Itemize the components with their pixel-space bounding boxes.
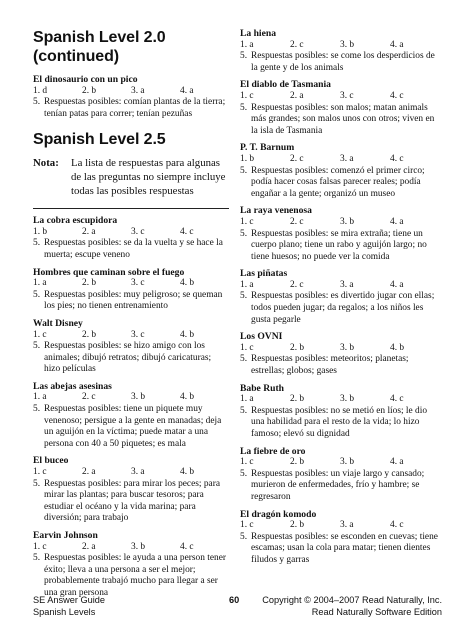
answer-item: 3. c	[131, 226, 145, 237]
answer-item: 4. b	[180, 329, 195, 340]
answer-item: 4. c	[180, 226, 194, 237]
answer-item: 4. c	[390, 394, 404, 405]
answer-item: 3. a	[131, 467, 145, 478]
page-number: 60	[229, 595, 240, 605]
story-title: La fiebre de oro	[240, 445, 306, 457]
answer-row	[33, 392, 229, 404]
answer-item: 4. a	[390, 457, 404, 468]
story-block	[240, 28, 440, 74]
answer-item: 2. c	[290, 216, 304, 227]
answer-item: 1. a	[240, 279, 254, 290]
story-block	[240, 205, 440, 263]
question-5-number: 5.	[240, 165, 248, 176]
answer-item: 4. a	[390, 279, 404, 290]
footer-edition: Read Naturally Software Edition	[311, 607, 442, 617]
answer-item: 2. c	[82, 392, 96, 403]
answer-row	[240, 520, 440, 532]
answer-item: 1. c	[240, 457, 254, 468]
answer-item: 4. a	[180, 85, 194, 96]
answer-row	[240, 394, 440, 406]
story-title: Las piñatas	[240, 268, 288, 280]
answer-item: 1. d	[33, 85, 48, 96]
answer-row	[33, 330, 229, 342]
answer-item: 1. a	[240, 39, 254, 50]
answer-item: 3. b	[340, 216, 355, 227]
answer-row	[33, 278, 229, 290]
question-5	[240, 406, 440, 441]
story-block	[33, 455, 229, 525]
story-title: P. T. Barnum	[240, 142, 295, 154]
answer-item: 1. a	[33, 392, 47, 403]
story-block	[240, 79, 440, 137]
question-5-number: 5.	[240, 228, 248, 239]
question-5-answer: Respuestas posibles: es divertido jugar con ellas; todos pueden jugar; da regalos; a los niños les gusta pegarle	[251, 291, 435, 325]
story-block	[33, 530, 229, 600]
left-column	[33, 28, 229, 605]
question-5-answer: Respuestas posibles: le ayuda a una person tener éxito; lleva a una persona a ser el mejor; probablemente trabajó mucho para llegar a ser una gran persona	[44, 553, 226, 598]
answer-item: 2. b	[82, 85, 97, 96]
question-5-number: 5.	[33, 553, 41, 564]
right-column	[240, 28, 440, 572]
note-text: La lista de respuestas para algunas de las preguntas no siempre incluye todas las posibles respuestas	[71, 157, 226, 197]
question-5-number: 5.	[240, 51, 248, 62]
question-5-number: 5.	[240, 354, 248, 365]
answer-item: 3. c	[131, 278, 145, 289]
story-title: La cobra escupidora	[33, 215, 118, 227]
answer-item: 4. c	[390, 520, 404, 531]
answer-item: 1. b	[240, 153, 255, 164]
answer-row	[33, 467, 229, 479]
answer-item: 3. b	[340, 39, 355, 50]
answer-row	[240, 40, 440, 52]
question-5	[240, 469, 440, 504]
question-5-number: 5.	[33, 97, 41, 108]
story-block	[240, 383, 440, 441]
question-5	[240, 354, 440, 377]
story-list-level-2-0	[33, 74, 229, 120]
answer-item: 2. b	[290, 394, 305, 405]
question-5	[240, 51, 440, 74]
answer-item: 1. b	[33, 226, 48, 237]
answer-item: 3. c	[131, 329, 145, 340]
question-5	[240, 532, 440, 567]
answer-item: 2. b	[290, 342, 305, 353]
answer-item: 1. a	[33, 278, 47, 289]
question-5-number: 5.	[240, 468, 248, 479]
answer-row	[33, 542, 229, 554]
question-5-answer: Respuestas posibles: un viaje largo y cansado; murieron de enfermedades, frío y hambre; se regresaron	[251, 468, 425, 502]
answer-item: 2. c	[290, 279, 304, 290]
answer-item: 4. a	[390, 39, 404, 50]
answer-item: 4. b	[390, 342, 405, 353]
story-title: Las abejas asesinas	[33, 380, 112, 392]
story-title: El diablo de Tasmania	[240, 79, 331, 91]
story-block	[240, 331, 440, 377]
story-block	[240, 446, 440, 504]
answer-item: 3. a	[340, 153, 354, 164]
story-title: La hiena	[240, 28, 276, 39]
question-5-number: 5.	[33, 289, 41, 300]
story-block	[33, 215, 229, 261]
story-title: Walt Disney	[33, 317, 83, 329]
question-5	[240, 103, 440, 138]
answer-item: 4. c	[390, 90, 404, 101]
story-block	[33, 74, 229, 120]
story-title: El dinosaurio con un pico	[33, 74, 138, 85]
answer-row	[240, 457, 440, 469]
answer-item: 3. b	[131, 392, 146, 403]
answer-item: 3. b	[340, 457, 355, 468]
question-5-answer: Respuestas posibles: comenzó el primer circo; podía hacer cosas falsas parecer reales; podía engañar a la gente; organizó un museo	[251, 165, 425, 199]
story-block	[33, 318, 229, 376]
answer-row	[240, 280, 440, 292]
story-title: Hombres que caminan sobre el fuego	[33, 266, 185, 278]
story-title: La raya venenosa	[240, 205, 312, 217]
story-block	[240, 268, 440, 326]
footer-copyright: Copyright © 2004–2007 Read Naturally, Inc.	[262, 595, 442, 605]
answer-item: 4. c	[390, 153, 404, 164]
answer-item: 2. b	[82, 278, 97, 289]
answer-item: 4. b	[180, 392, 195, 403]
story-block	[33, 381, 229, 451]
story-block	[33, 267, 229, 313]
answer-item: 2. a	[82, 541, 96, 552]
question-5-answer: Respuestas posibles: para mirar los peces; para mirar las plantas; para buscar tesoros; para estudiar el océano y la vida marina; para diversión; para trabajo	[44, 478, 220, 524]
question-5-answer: Respuestas posibles: se hizo amigo con los animales; dibujó retratos; dibujó caricaturas; hizo películas	[44, 341, 212, 375]
story-list-right	[240, 28, 440, 567]
story-title: El buceo	[33, 455, 69, 467]
answer-item: 1. c	[240, 520, 254, 531]
note-box	[33, 157, 229, 198]
question-5-answer: Respuestas posibles: muy peligroso; se queman los pies; no tienen entrenamiento	[44, 289, 223, 312]
answer-item: 3. a	[131, 85, 145, 96]
section-heading-level-2-0: Spanish Level 2.0 (continued)	[33, 29, 166, 65]
question-5-number: 5.	[33, 478, 41, 489]
answer-item: 4. a	[390, 216, 404, 227]
story-title: El dragón komodo	[240, 508, 317, 520]
answer-item: 4. c	[180, 541, 194, 552]
question-5-number: 5.	[240, 291, 248, 302]
question-5-number: 5.	[240, 102, 248, 113]
question-5	[33, 97, 229, 120]
answer-item: 1. c	[33, 329, 47, 340]
question-5-number: 5.	[33, 404, 41, 415]
answer-item: 1. c	[240, 342, 254, 353]
answer-item: 3. b	[131, 541, 146, 552]
question-5-answer: Respuestas posibles: comían plantas de la tierra; tenían patas para correr; tenían pezuñas	[44, 97, 226, 119]
story-block	[240, 142, 440, 200]
answer-item: 2. a	[290, 90, 304, 101]
story-list-level-2-5	[33, 215, 229, 599]
answer-item: 3. b	[340, 394, 355, 405]
answer-item: 1. c	[240, 216, 254, 227]
story-title: Los OVNI	[240, 331, 283, 343]
answer-item: 4. b	[180, 278, 195, 289]
answer-item: 1. a	[240, 394, 254, 405]
answer-item: 2. c	[290, 39, 304, 50]
question-5-answer: Respuestas posibles: no se metió en líos; le dio una habilidad para el resto de la vida; lo hizo famoso; elevó su dignidad	[251, 405, 428, 439]
answer-item: 3. b	[340, 342, 355, 353]
question-5-number: 5.	[240, 405, 248, 416]
answer-row	[240, 154, 440, 166]
answer-item: 1. c	[33, 541, 47, 552]
question-5	[33, 479, 229, 525]
question-5-answer: Respuestas posibles: se mira extraña; tiene un cuerpo plano; tiene un rabo y aguijón largo; no tiene huesos; no puede ver la comida	[251, 228, 427, 262]
question-5-number: 5.	[33, 341, 41, 352]
question-5-number: 5.	[240, 531, 248, 542]
question-5	[33, 553, 229, 599]
question-5-number: 5.	[33, 238, 41, 249]
answer-row	[240, 343, 440, 355]
question-5	[33, 341, 229, 376]
question-5	[33, 290, 229, 313]
answer-item: 2. a	[82, 467, 96, 478]
answer-row	[240, 91, 440, 103]
note-label: Nota:	[33, 157, 59, 170]
section-heading-level-2-5: Spanish Level 2.5	[33, 131, 166, 149]
answer-item: 3. a	[340, 279, 354, 290]
answer-item: 2. c	[290, 153, 304, 164]
answer-item: 3. a	[340, 520, 354, 531]
story-title: Babe Ruth	[240, 382, 284, 394]
question-5	[240, 291, 440, 326]
footer-guide-subtitle: Spanish Levels	[33, 607, 96, 617]
answer-row	[240, 217, 440, 229]
question-5-answer: Respuestas posibles: se da la vuelta y se hace la muerta; escupe veneno	[44, 238, 223, 260]
question-5-answer: Respuestas posibles: son malos; matan animals más grandes; son malos unos con otros; viven en la isla de Tasmania	[251, 102, 435, 136]
question-5-answer: Respuestas posibles: se come los desperdicios de la gente y de los animals	[251, 51, 435, 73]
question-5	[240, 229, 440, 264]
answer-item: 4. b	[180, 467, 195, 478]
question-5-answer: Respuestas posibles: se esconden en cuevas; tiene escamas; usan la cola para matar; tienen dientes filudos y garras	[251, 531, 438, 565]
question-5	[33, 238, 229, 261]
answer-item: 1. c	[240, 90, 254, 101]
answer-item: 1. c	[33, 467, 47, 478]
answer-row	[33, 227, 229, 239]
story-title: Earvin Johnson	[33, 530, 98, 541]
question-5	[33, 404, 229, 450]
question-5-answer: Respuestas posibles: meteoritos; planetas; estrellas; globos; gases	[251, 354, 409, 377]
question-5	[240, 166, 440, 201]
answer-item: 2. b	[290, 457, 305, 468]
footer-guide-title: SE Answer Guide	[33, 595, 106, 605]
question-5-answer: Respuestas posibles: tiene un piquete muy venenoso; persigue a la gente en manadas; deja un aguijón en la víctima; puede matar a una persona con 40 a 50 piquetes; es mala	[44, 404, 222, 449]
divider-rule	[33, 208, 229, 209]
answer-item: 2. a	[82, 226, 96, 237]
answer-row	[33, 86, 229, 98]
story-block	[240, 509, 440, 567]
answer-item: 2. b	[290, 520, 305, 531]
answer-item: 3. c	[340, 90, 354, 101]
answer-item: 2. b	[82, 329, 97, 340]
